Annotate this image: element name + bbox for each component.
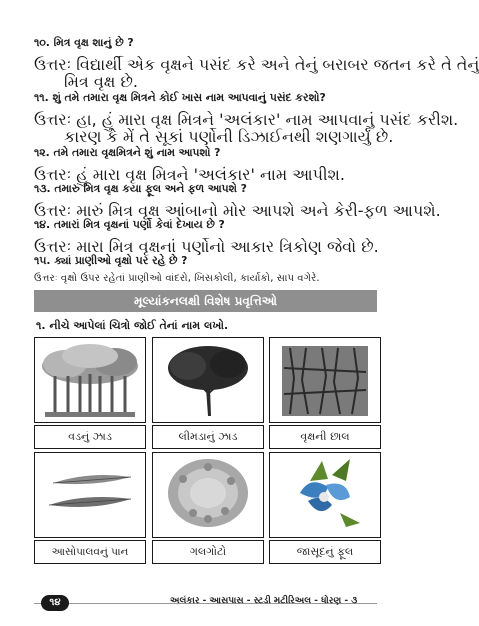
- answer-12: ઉત્તરઃ હું મારા વૃક્ષ મિત્રને 'અલંકાર' નામ આપીશ.: [34, 165, 345, 184]
- caption-hibiscus: જાસૂદનું ફૂલ: [269, 540, 381, 564]
- banyan-tree-illustration: [35, 338, 145, 422]
- answer-11-line2: કારણ કે મેં તે સૂકાં પર્ણોની ડિઝાઈનથી શણગાર્યું છે.: [64, 127, 394, 146]
- question-13: ૧૩. તમારું મિત્ર વૃક્ષ કયા ફૂલ અને ફળ આપશે ?: [34, 182, 247, 195]
- marigold-image-box: [152, 452, 264, 538]
- marigold-illustration: [153, 453, 263, 537]
- caption-banyan: વડનું ઝાડ: [34, 425, 146, 449]
- bark-image-box: [269, 337, 381, 423]
- neem-tree-illustration: [153, 338, 263, 422]
- caption-bark: વૃક્ષની છાલ: [269, 425, 381, 449]
- answer-10-line1: ઉત્તરઃ વિદ્યાર્થી એક વૃક્ષને પસંદ કરે અને તેનું બરાબર જતન કરે તે તેનું: [34, 55, 479, 74]
- answer-15: ઉત્તરઃ વૃક્ષો ઉપર રહેતાં પ્રાણીઓ વાંદરો, ખિસકોલી, કાર્યાકો, સાપ વગેરે.: [34, 273, 320, 284]
- tree-bark-illustration: [270, 338, 380, 422]
- ashoka-leaf-image-box: [34, 452, 146, 538]
- hibiscus-image-box: [269, 452, 381, 538]
- exercise-title: ૧. નીચે આપેલાં ચિત્રો જોઈ તેનાં નામ લખો.: [36, 319, 229, 332]
- banyan-tree-image-box: [34, 337, 146, 423]
- caption-ashoka-leaf: આસોપાલવનું પાન: [34, 540, 146, 564]
- answer-14: ઉત્તરઃ મારા મિત્ર વૃક્ષનાં પર્ણોનો આકાર ત્રિકોણ જેવો છે.: [34, 237, 379, 256]
- footer-text: અલંકાર - આસપાસ - સ્ટડી મટીરિઅલ - ધોરણ - ૩: [170, 596, 358, 606]
- question-11: ૧૧. શું તમે તમારા વૃક્ષ મિત્રને કોઈ ખાસ નામ આપવાનું પસંદ કરશો?: [34, 91, 326, 104]
- question-10: ૧૦. મિત્ર વૃક્ષ શાનું છે ?: [34, 36, 134, 49]
- neem-tree-image-box: [152, 337, 264, 423]
- ashoka-leaf-illustration: [35, 453, 145, 537]
- caption-neem: લીમડાનું ઝાડ: [152, 425, 264, 449]
- question-15: ૧૫. ક્યાં પ્રાણીઓ વૃક્ષો પર રહે છે ?: [34, 254, 188, 267]
- answer-11-line1: ઉત્તરઃ હા, હું મારા વૃક્ષ મિત્રને 'અલંકાર' નામ આપવાનું પસંદ કરીશ.: [34, 110, 459, 129]
- section-banner: મૂલ્યાંકનલક્ષી વિશેષ પ્રવૃત્તિઓ: [34, 290, 377, 312]
- answer-10-line2: મિત્ર વૃક્ષ છે.: [64, 72, 138, 91]
- caption-marigold: ગલગોટો: [152, 540, 264, 564]
- hibiscus-illustration: [270, 453, 380, 537]
- answer-13: ઉત્તરઃ મારું મિત્ર વૃક્ષ આંબાનો મોર આપશે અને કેરી-ફળ આપશે.: [34, 201, 441, 220]
- question-12: ૧૨. તમે તમારા વૃક્ષમિત્રને શું નામ આપશો ?: [34, 146, 221, 159]
- page-number-badge: ૧૪: [41, 595, 69, 611]
- question-14: ૧૪. તમારાં મિત્ર વૃક્ષનાં પર્ણો કેવાં દેખાય છે ?: [34, 218, 225, 231]
